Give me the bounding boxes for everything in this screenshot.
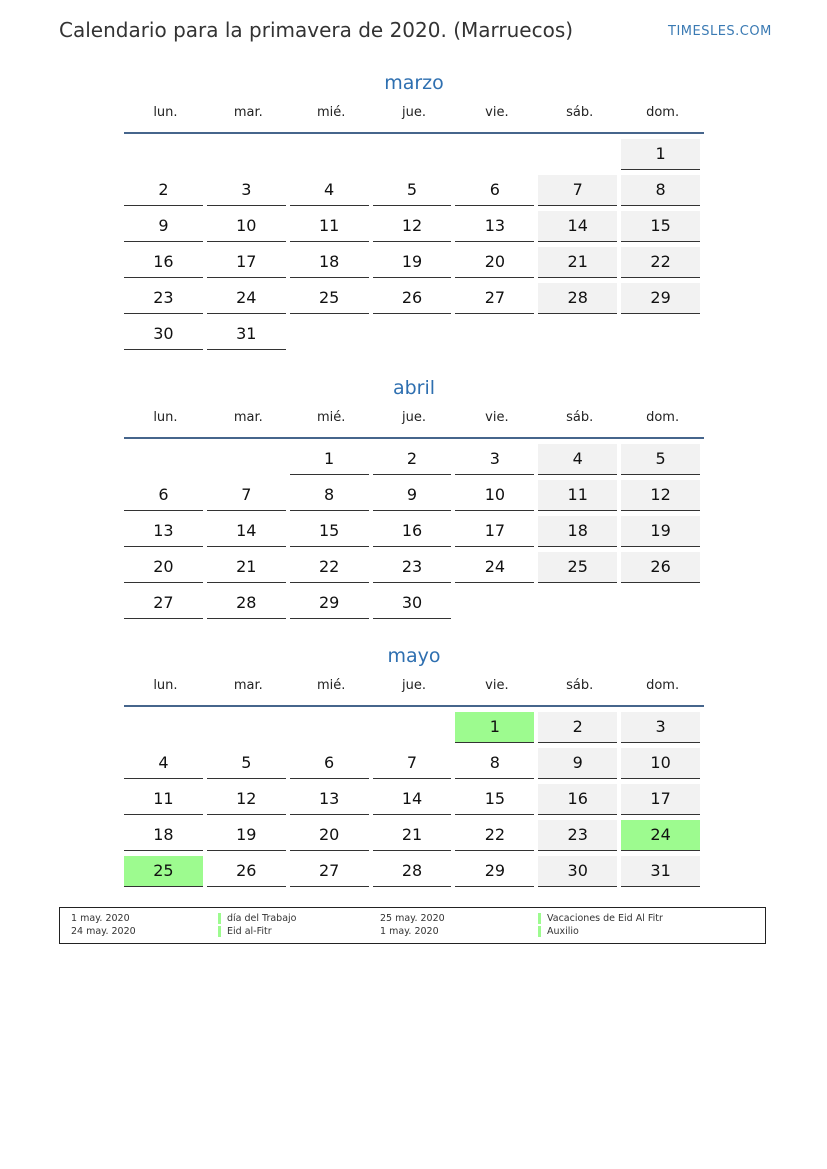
day-slot bbox=[207, 588, 290, 624]
day-slot bbox=[621, 319, 704, 355]
day-cell[interactable]: 5 bbox=[621, 444, 700, 475]
weekday-header bbox=[124, 669, 704, 707]
day-cell[interactable]: 31 bbox=[621, 856, 700, 887]
holiday-marker bbox=[538, 913, 541, 924]
legend-holiday-name: día del Trabajo bbox=[227, 913, 297, 924]
day-slot bbox=[207, 283, 290, 319]
day-cell[interactable]: 23 bbox=[373, 552, 452, 583]
day-cell[interactable]: 21 bbox=[373, 820, 452, 851]
day-slot bbox=[207, 516, 290, 552]
legend-date: 24 may. 2020 bbox=[71, 926, 136, 937]
day-slot bbox=[373, 480, 456, 516]
day-cell[interactable]: 12 bbox=[373, 211, 452, 242]
month-mayo bbox=[124, 643, 704, 892]
day-cell[interactable]: 11 bbox=[538, 480, 617, 511]
day-cell[interactable]: 4 bbox=[124, 748, 203, 779]
weekday-label: jue. bbox=[402, 410, 426, 425]
day-slot bbox=[538, 856, 621, 892]
weekday-label: lun. bbox=[153, 410, 178, 425]
day-cell[interactable]: 1 bbox=[290, 444, 369, 475]
weekday-label: mar. bbox=[233, 410, 263, 425]
legend-date: 1 may. 2020 bbox=[71, 913, 130, 924]
week-grid bbox=[124, 444, 704, 624]
week-row bbox=[124, 480, 704, 516]
day-slot bbox=[290, 480, 373, 516]
day-cell[interactable]: 13 bbox=[124, 516, 203, 547]
weekday-label: lun. bbox=[153, 678, 178, 693]
day-slot bbox=[538, 247, 621, 283]
week-grid bbox=[124, 712, 704, 892]
day-slot bbox=[621, 748, 704, 784]
weekday-label: mié. bbox=[316, 105, 346, 120]
day-cell[interactable]: 19 bbox=[621, 516, 700, 547]
day-cell[interactable]: 20 bbox=[290, 820, 369, 851]
day-slot bbox=[373, 516, 456, 552]
page-title: Calendario para la primavera de 2020. (Marruecos) bbox=[59, 18, 574, 42]
day-cell[interactable]: 24 bbox=[455, 552, 534, 583]
legend-holiday-name: Auxilio bbox=[547, 926, 579, 937]
holiday-day-cell[interactable]: 25 bbox=[124, 856, 203, 887]
day-cell[interactable]: 18 bbox=[538, 516, 617, 547]
day-slot bbox=[290, 139, 373, 175]
day-cell[interactable]: 1 bbox=[621, 139, 700, 170]
day-slot bbox=[207, 480, 290, 516]
month-title: marzo bbox=[384, 72, 444, 94]
day-cell[interactable]: 28 bbox=[207, 588, 286, 619]
week-row bbox=[124, 319, 704, 355]
week-row bbox=[124, 588, 704, 624]
weekday-label: dom. bbox=[646, 410, 680, 425]
day-cell[interactable]: 10 bbox=[455, 480, 534, 511]
day-slot bbox=[290, 712, 373, 748]
day-cell[interactable]: 31 bbox=[207, 319, 286, 350]
week-row bbox=[124, 516, 704, 552]
week-row bbox=[124, 712, 704, 748]
day-slot bbox=[538, 516, 621, 552]
day-slot bbox=[290, 175, 373, 211]
day-slot bbox=[124, 319, 207, 355]
weekday-label: vie. bbox=[485, 105, 509, 120]
day-slot bbox=[290, 856, 373, 892]
day-slot bbox=[455, 552, 538, 588]
day-slot bbox=[124, 748, 207, 784]
day-slot bbox=[455, 139, 538, 175]
day-slot bbox=[373, 319, 456, 355]
day-slot bbox=[373, 856, 456, 892]
day-cell[interactable]: 25 bbox=[290, 283, 369, 314]
day-cell[interactable]: 16 bbox=[124, 247, 203, 278]
day-slot bbox=[455, 588, 538, 624]
day-cell[interactable]: 14 bbox=[207, 516, 286, 547]
day-cell[interactable]: 29 bbox=[455, 856, 534, 887]
day-slot bbox=[373, 588, 456, 624]
day-cell[interactable]: 15 bbox=[290, 516, 369, 547]
day-cell[interactable]: 4 bbox=[538, 444, 617, 475]
day-slot bbox=[207, 319, 290, 355]
weekday-label: jue. bbox=[402, 678, 426, 693]
day-cell[interactable]: 28 bbox=[373, 856, 452, 887]
holiday-day-cell[interactable]: 1 bbox=[455, 712, 534, 743]
day-slot bbox=[290, 784, 373, 820]
day-cell[interactable]: 10 bbox=[207, 211, 286, 242]
day-slot bbox=[621, 588, 704, 624]
day-slot bbox=[373, 283, 456, 319]
day-cell[interactable]: 3 bbox=[455, 444, 534, 475]
day-slot bbox=[290, 516, 373, 552]
day-cell[interactable]: 17 bbox=[455, 516, 534, 547]
day-cell[interactable]: 4 bbox=[290, 175, 369, 206]
day-cell[interactable]: 12 bbox=[621, 480, 700, 511]
day-slot bbox=[373, 175, 456, 211]
weekday-label: mié. bbox=[316, 678, 346, 693]
day-cell[interactable]: 14 bbox=[538, 211, 617, 242]
legend-date: 25 may. 2020 bbox=[380, 913, 445, 924]
day-cell[interactable]: 3 bbox=[207, 175, 286, 206]
day-slot bbox=[621, 856, 704, 892]
day-cell[interactable]: 19 bbox=[373, 247, 452, 278]
day-cell[interactable]: 20 bbox=[124, 552, 203, 583]
day-cell[interactable]: 7 bbox=[373, 748, 452, 779]
day-cell[interactable]: 29 bbox=[290, 588, 369, 619]
week-row bbox=[124, 175, 704, 211]
day-slot bbox=[373, 784, 456, 820]
day-cell[interactable]: 27 bbox=[455, 283, 534, 314]
day-cell[interactable]: 7 bbox=[538, 175, 617, 206]
day-slot bbox=[621, 712, 704, 748]
day-cell[interactable]: 5 bbox=[373, 175, 452, 206]
day-cell[interactable]: 2 bbox=[124, 175, 203, 206]
weekday-label: lun. bbox=[153, 105, 178, 120]
day-cell[interactable]: 9 bbox=[373, 480, 452, 511]
day-slot bbox=[538, 820, 621, 856]
day-slot bbox=[455, 820, 538, 856]
day-cell[interactable]: 15 bbox=[455, 784, 534, 815]
day-slot bbox=[124, 480, 207, 516]
weekday-label: mar. bbox=[233, 105, 263, 120]
day-cell[interactable]: 22 bbox=[290, 552, 369, 583]
day-slot bbox=[290, 319, 373, 355]
day-slot bbox=[290, 211, 373, 247]
day-cell[interactable]: 20 bbox=[455, 247, 534, 278]
day-cell[interactable]: 18 bbox=[290, 247, 369, 278]
day-slot bbox=[290, 283, 373, 319]
day-cell[interactable]: 16 bbox=[373, 516, 452, 547]
day-slot bbox=[290, 444, 373, 480]
day-slot bbox=[207, 748, 290, 784]
weekday-header bbox=[124, 401, 704, 439]
day-cell[interactable]: 30 bbox=[124, 319, 203, 350]
day-slot bbox=[538, 283, 621, 319]
day-slot bbox=[538, 211, 621, 247]
day-slot bbox=[207, 175, 290, 211]
day-cell[interactable]: 7 bbox=[207, 480, 286, 511]
weekday-label: jue. bbox=[402, 105, 426, 120]
week-row bbox=[124, 247, 704, 283]
day-slot bbox=[538, 444, 621, 480]
day-cell[interactable]: 13 bbox=[455, 211, 534, 242]
day-slot bbox=[124, 856, 207, 892]
day-slot bbox=[455, 175, 538, 211]
week-row bbox=[124, 784, 704, 820]
day-slot bbox=[207, 444, 290, 480]
day-cell[interactable]: 27 bbox=[124, 588, 203, 619]
day-cell[interactable]: 6 bbox=[455, 175, 534, 206]
legend-date: 1 may. 2020 bbox=[380, 926, 439, 937]
month-abril bbox=[124, 375, 704, 624]
day-cell[interactable]: 6 bbox=[290, 748, 369, 779]
day-slot bbox=[373, 211, 456, 247]
day-slot bbox=[621, 820, 704, 856]
day-slot bbox=[124, 139, 207, 175]
day-cell[interactable]: 21 bbox=[207, 552, 286, 583]
day-slot bbox=[538, 175, 621, 211]
day-cell[interactable]: 26 bbox=[373, 283, 452, 314]
day-cell[interactable]: 26 bbox=[621, 552, 700, 583]
day-slot bbox=[290, 552, 373, 588]
day-slot bbox=[621, 552, 704, 588]
holiday-marker bbox=[218, 913, 221, 924]
day-cell[interactable]: 10 bbox=[621, 748, 700, 779]
day-slot bbox=[621, 247, 704, 283]
day-slot bbox=[124, 247, 207, 283]
weekday-header bbox=[124, 96, 704, 134]
day-slot bbox=[124, 211, 207, 247]
day-slot bbox=[455, 444, 538, 480]
day-slot bbox=[373, 444, 456, 480]
day-slot bbox=[538, 319, 621, 355]
weekday-label: sáb. bbox=[566, 105, 594, 120]
week-row bbox=[124, 552, 704, 588]
day-slot bbox=[373, 552, 456, 588]
day-slot bbox=[538, 712, 621, 748]
day-slot bbox=[124, 820, 207, 856]
weekday-label: dom. bbox=[646, 105, 680, 120]
holiday-legend bbox=[59, 907, 766, 944]
day-slot bbox=[621, 784, 704, 820]
day-slot bbox=[124, 444, 207, 480]
day-slot bbox=[621, 283, 704, 319]
weekday-label: vie. bbox=[485, 678, 509, 693]
day-slot bbox=[455, 283, 538, 319]
day-cell[interactable]: 19 bbox=[207, 820, 286, 851]
day-cell[interactable]: 22 bbox=[621, 247, 700, 278]
day-cell[interactable]: 12 bbox=[207, 784, 286, 815]
day-cell[interactable]: 14 bbox=[373, 784, 452, 815]
day-cell[interactable]: 23 bbox=[538, 820, 617, 851]
day-cell[interactable]: 2 bbox=[538, 712, 617, 743]
day-slot bbox=[124, 588, 207, 624]
day-slot bbox=[621, 480, 704, 516]
day-slot bbox=[373, 247, 456, 283]
day-slot bbox=[373, 139, 456, 175]
weekday-label: mar. bbox=[233, 678, 263, 693]
weekday-label: mié. bbox=[316, 410, 346, 425]
day-slot bbox=[621, 444, 704, 480]
day-cell[interactable]: 23 bbox=[124, 283, 203, 314]
day-cell[interactable]: 6 bbox=[124, 480, 203, 511]
week-row bbox=[124, 820, 704, 856]
day-slot bbox=[538, 480, 621, 516]
day-slot bbox=[621, 516, 704, 552]
day-cell[interactable]: 11 bbox=[290, 211, 369, 242]
day-cell[interactable]: 27 bbox=[290, 856, 369, 887]
day-cell[interactable]: 17 bbox=[621, 784, 700, 815]
legend-holiday-name: Eid al-Fitr bbox=[227, 926, 272, 937]
day-cell[interactable]: 30 bbox=[538, 856, 617, 887]
day-slot bbox=[621, 139, 704, 175]
day-slot bbox=[207, 856, 290, 892]
day-slot bbox=[455, 748, 538, 784]
day-slot bbox=[455, 712, 538, 748]
day-cell[interactable]: 28 bbox=[538, 283, 617, 314]
day-slot bbox=[290, 588, 373, 624]
day-cell[interactable]: 25 bbox=[538, 552, 617, 583]
holiday-day-cell[interactable]: 24 bbox=[621, 820, 700, 851]
week-row bbox=[124, 283, 704, 319]
day-slot bbox=[538, 552, 621, 588]
day-cell[interactable]: 9 bbox=[538, 748, 617, 779]
week-grid bbox=[124, 139, 704, 355]
day-slot bbox=[455, 247, 538, 283]
day-cell[interactable]: 16 bbox=[538, 784, 617, 815]
day-slot bbox=[207, 139, 290, 175]
day-cell[interactable]: 26 bbox=[207, 856, 286, 887]
day-cell[interactable]: 8 bbox=[290, 480, 369, 511]
day-slot bbox=[455, 856, 538, 892]
day-slot bbox=[290, 247, 373, 283]
day-slot bbox=[124, 175, 207, 211]
day-slot bbox=[538, 784, 621, 820]
day-cell[interactable]: 17 bbox=[207, 247, 286, 278]
day-slot bbox=[124, 784, 207, 820]
legend-holiday-name: Vacaciones de Eid Al Fitr bbox=[547, 913, 663, 924]
month-title: mayo bbox=[387, 645, 441, 667]
day-slot bbox=[207, 712, 290, 748]
weekday-label: vie. bbox=[485, 410, 509, 425]
day-slot bbox=[207, 820, 290, 856]
day-slot bbox=[621, 211, 704, 247]
day-slot bbox=[455, 211, 538, 247]
day-cell[interactable]: 29 bbox=[621, 283, 700, 314]
day-slot bbox=[124, 712, 207, 748]
day-cell[interactable]: 21 bbox=[538, 247, 617, 278]
weekday-label: sáb. bbox=[566, 678, 594, 693]
week-row bbox=[124, 856, 704, 892]
day-slot bbox=[207, 247, 290, 283]
holiday-marker bbox=[218, 926, 221, 937]
day-slot bbox=[373, 712, 456, 748]
day-cell[interactable]: 15 bbox=[621, 211, 700, 242]
day-cell[interactable]: 2 bbox=[373, 444, 452, 475]
day-slot bbox=[207, 784, 290, 820]
day-slot bbox=[455, 784, 538, 820]
day-slot bbox=[455, 516, 538, 552]
week-row bbox=[124, 444, 704, 480]
day-cell[interactable]: 9 bbox=[124, 211, 203, 242]
day-slot bbox=[124, 516, 207, 552]
day-cell[interactable]: 5 bbox=[207, 748, 286, 779]
day-slot bbox=[621, 175, 704, 211]
day-slot bbox=[290, 820, 373, 856]
day-cell[interactable]: 30 bbox=[373, 588, 452, 619]
day-slot bbox=[290, 748, 373, 784]
week-row bbox=[124, 211, 704, 247]
day-slot bbox=[207, 552, 290, 588]
day-slot bbox=[455, 480, 538, 516]
holiday-marker bbox=[538, 926, 541, 937]
day-slot bbox=[124, 552, 207, 588]
day-cell[interactable]: 8 bbox=[621, 175, 700, 206]
day-cell[interactable]: 11 bbox=[124, 784, 203, 815]
month-marzo bbox=[124, 70, 704, 355]
day-slot bbox=[124, 283, 207, 319]
day-cell[interactable]: 22 bbox=[455, 820, 534, 851]
weekday-label: dom. bbox=[646, 678, 680, 693]
day-cell[interactable]: 18 bbox=[124, 820, 203, 851]
weekday-label: sáb. bbox=[566, 410, 594, 425]
day-slot bbox=[207, 211, 290, 247]
day-slot bbox=[538, 588, 621, 624]
day-slot bbox=[538, 748, 621, 784]
day-cell[interactable]: 3 bbox=[621, 712, 700, 743]
week-row bbox=[124, 748, 704, 784]
day-cell[interactable]: 24 bbox=[207, 283, 286, 314]
brand-logo[interactable]: TIMESLES.COM bbox=[668, 24, 772, 39]
day-slot bbox=[538, 139, 621, 175]
day-slot bbox=[373, 748, 456, 784]
month-title: abril bbox=[392, 377, 436, 399]
week-row bbox=[124, 139, 704, 175]
day-slot bbox=[455, 319, 538, 355]
day-cell[interactable]: 8 bbox=[455, 748, 534, 779]
day-cell[interactable]: 13 bbox=[290, 784, 369, 815]
day-slot bbox=[373, 820, 456, 856]
